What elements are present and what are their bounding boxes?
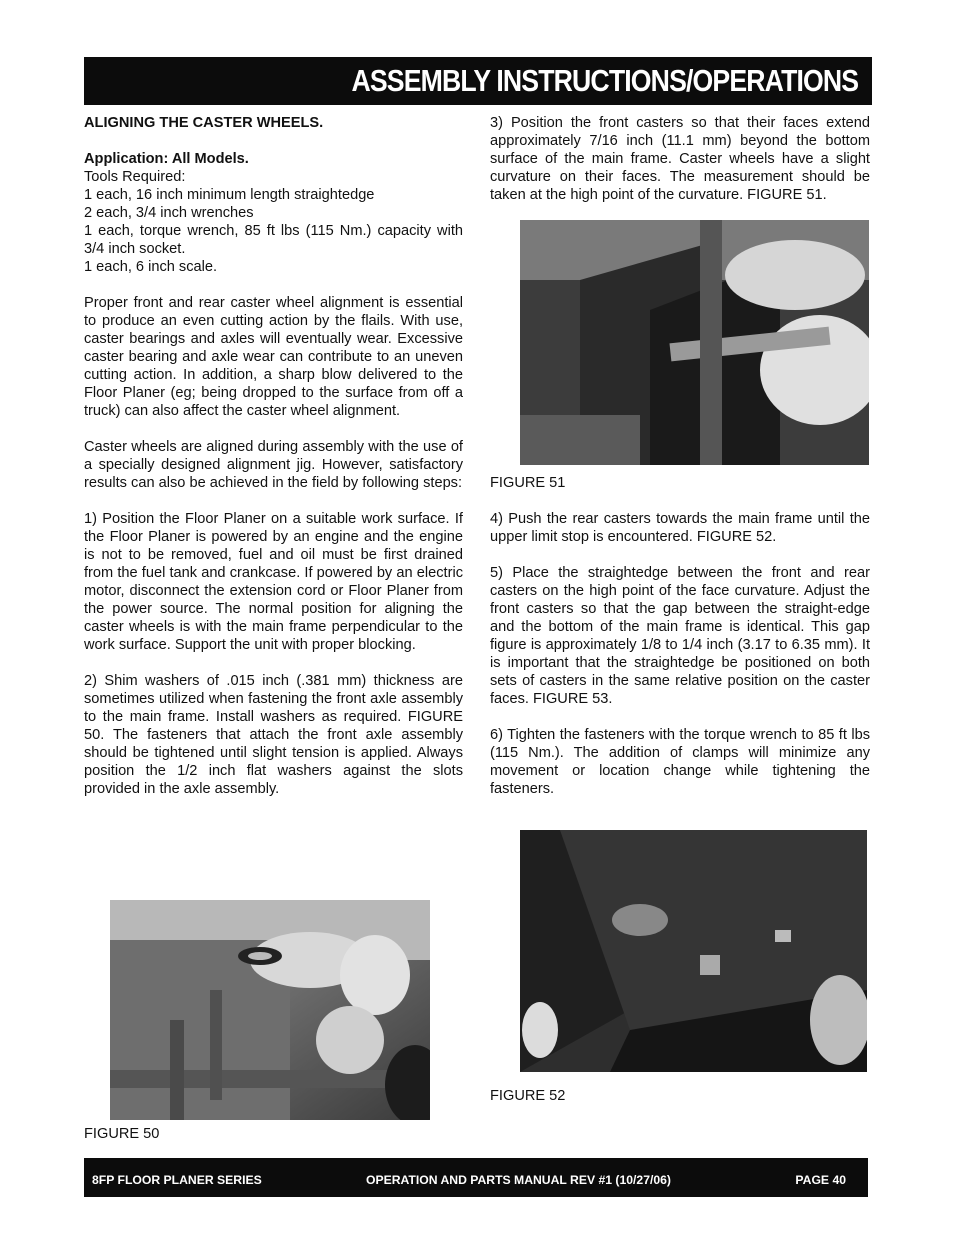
tools-line: 1 each, torque wrench, 85 ft lbs (115 Nm.) capacity with 3/4 inch socket. (84, 223, 463, 257)
figure-51-caption: FIGURE 51 (490, 475, 566, 491)
step-2: 2) Shim washers of .015 inch (.381 mm) thickness are sometimes utilized when fastening the front axle assembly to the main frame. Install washers as required. FIGURE 50. The fasteners that attach the front axle assembly should be tightened until slight tension is applied. Always position the 1/2 inch flat washers against the slots provided in the axle assembly. (84, 673, 463, 797)
figure-52-photo (520, 830, 867, 1072)
step-1: 1) Position the Floor Planer on a suitable work surface. If the Floor Planer is powered by an engine and the engine is not to be removed, fuel and oil must be first drained from the fuel tank and crankcase. If powered by an electric motor, disconnect the extension cord or Floor Planer from the power source. The normal position for aligning the caster wheels is with the main frame perpendicular to the work surface. Support the unit with proper blocking. (84, 511, 463, 653)
page-title: ASSEMBLY INSTRUCTIONS/OPERATIONS (351, 63, 858, 98)
figure-52-caption: FIGURE 52 (490, 1088, 566, 1104)
section-title: ALIGNING THE CASTER WHEELS. (84, 115, 324, 131)
step-4: 4) Push the rear casters towards the main frame until the upper limit stop is encountered. FIGURE 52. (490, 511, 870, 545)
figure-50-caption: FIGURE 50 (84, 1126, 160, 1142)
application-line: Application: All Models. (84, 151, 249, 167)
footer-manual-revision: OPERATION AND PARTS MANUAL REV #1 (10/27/06) (366, 1173, 671, 1187)
step-6: 6) Tighten the fasteners with the torque wrench to 85 ft lbs (115 Nm.). The addition of clamps will minimize any movement or location change while tightening the fasteners. (490, 727, 870, 797)
paragraph-alignment-jig: Caster wheels are aligned during assembly with the use of a specially designed alignment jig. However, satisfactory results can also be achieved in the field by following steps: (84, 439, 463, 491)
left-column (84, 114, 463, 816)
paragraph-alignment-intro: Proper front and rear caster wheel alignment is essential to produce an even cutting action by the flails. With use, caster bearings and axles will eventually wear. Excessive caster bearing and axle wear can contribute to an uneven cutting action. In addition, a sharp blow delivered to the Floor Planer (eg; being dropped to the surface from off a truck) can also affect the caster wheel alignment. (84, 295, 463, 419)
footer-page-number: PAGE 40 (795, 1173, 846, 1187)
step-5: 5) Place the straightedge between the front and rear casters on the high point of the face curvature. Adjust the front casters so that the gap between the straight-edge and the bottom of the main frame is identical. This gap figure is approximately 1/8 to 1/4 inch (3.17 to 6.35 mm). It is important that the straightedge be positioned on both sets of casters in the same relative position on the caster faces. FIGURE 53. (490, 565, 870, 707)
figure-51-photo (520, 220, 869, 465)
tools-line: 1 each, 6 inch scale. (84, 259, 218, 275)
tools-line: 2 each, 3/4 inch wrenches (84, 205, 254, 221)
page-footer (84, 1158, 868, 1197)
tools-block (84, 150, 463, 276)
footer-series: 8FP FLOOR PLANER SERIES (92, 1173, 262, 1187)
page-header (84, 57, 872, 105)
step-3: 3) Position the front casters so that their faces extend approximately 7/16 inch (11.1 mm) beyond the bottom surface of the main frame. Caster wheels have a slight curvature on their faces. The measurement should be taken at the high point of the curvature. FIGURE 51. (490, 115, 870, 203)
tools-line: 1 each, 16 inch minimum length straightedge (84, 187, 375, 203)
figure-50-photo (110, 900, 430, 1120)
right-column-lower (490, 510, 870, 816)
right-column (490, 114, 870, 222)
tools-line: Tools Required: (84, 169, 186, 185)
